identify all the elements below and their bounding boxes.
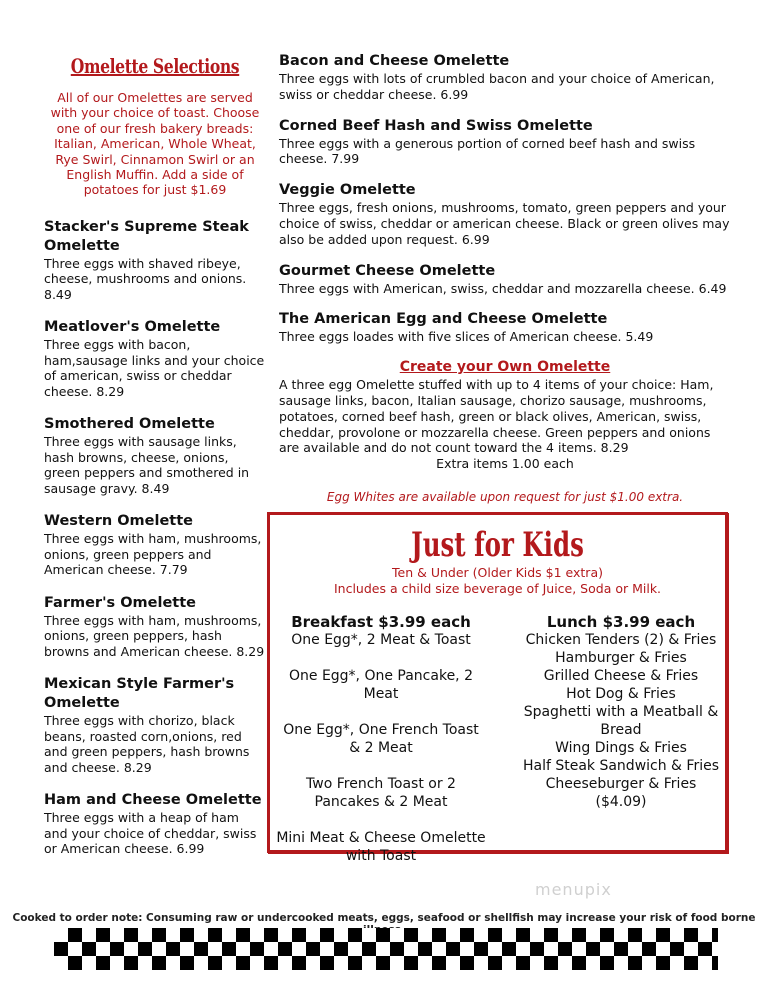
kids-breakfast-item: One Egg*, One Pancake, 2 Meat (288, 668, 473, 702)
kids-beverage-note: Includes a child size beverage of Juice, Soda or Milk. (333, 581, 662, 596)
menu-item (44, 791, 266, 857)
egg-whites-note: Egg Whites are available upon request for just $1.00 extra. (326, 490, 684, 505)
item-desc: Three eggs with a generous portion of corned beef hash and swiss cheese. 7.99 (279, 135, 696, 167)
food-safety-note: Cooked to order note: Consuming raw or undercooked meats, eggs, seafood or shellfish may increase your risk of food borne (12, 912, 756, 924)
kids-lunch-item: Hot Dog & Fries (566, 686, 676, 702)
menu-item (44, 675, 266, 775)
menu-item (44, 512, 266, 578)
kids-menu-box (267, 512, 728, 864)
kids-lunch-heading: Lunch $3.99 each (546, 613, 696, 631)
kids-lunch-item: Hamburger & Fries (555, 650, 687, 666)
left-column (44, 54, 266, 873)
menu-item (279, 181, 731, 247)
item-name: Ham and Cheese Omelette (44, 792, 262, 809)
create-your-own-title: Create your Own Omelette (399, 359, 611, 376)
checkered-border (54, 928, 718, 970)
kids-breakfast-item: Mini Meat & Cheese Omelette with Toast (276, 830, 486, 864)
item-desc: Three eggs with shaved ribeye, cheese, mushrooms and onions. 8.49 (44, 255, 247, 302)
menu-item (279, 310, 731, 345)
item-name: Gourmet Cheese Omelette (279, 262, 496, 279)
kids-age-note: Ten & Under (Older Kids $1 extra) (392, 565, 603, 580)
kids-lunch-item: Cheeseburger & Fries ($4.09) (545, 776, 697, 810)
item-desc: Three eggs with ham, mushrooms, onions, green peppers, hash browns and American cheese. 8.29 (44, 612, 265, 659)
item-desc: Three eggs, fresh onions, mushrooms, tomato, green peppers and your choice of swiss, cheddar or american cheese. Black or green olives may also be added upon request. 6.99 (279, 200, 730, 247)
item-desc: Three eggs with sausage links, hash browns, cheese, onions, green peppers and smothered in sausage gravy. 8.49 (44, 434, 250, 496)
kids-breakfast-item: Two French Toast or 2 Pancakes & 2 Meat (306, 776, 456, 810)
menu-item (279, 117, 731, 168)
kids-breakfast-item: One Egg*, One French Toast & 2 Meat (283, 722, 479, 756)
create-your-own-desc: A three egg Omelette stuffed with up to 4 items of your choice: Ham, sausage links, bacon, Italian sausage, chorizo sausage, mushrooms, potatoes, corned beef hash, green or black olives, American, swiss, cheddar, provolone or mozzarella cheese. Green peppers and onions are available and do not count toward the 4 items. 8.29 (279, 377, 714, 456)
item-desc: Three eggs with chorizo, black beans, roasted corn,onions, red and green peppers, hash browns and cheese. 8.29 (44, 713, 250, 775)
item-name: Smothered Omelette (44, 416, 215, 433)
menu-item (44, 415, 266, 496)
extra-items-price: Extra items 1.00 each (436, 456, 574, 472)
menu-item (279, 52, 731, 103)
kids-lunch-item: Wing Dings & Fries (555, 740, 687, 756)
kids-lunch-item: Chicken Tenders (2) & Fries (525, 632, 717, 648)
omelette-selections-title: Omelette Selections (70, 54, 240, 78)
kids-breakfast-item: One Egg*, 2 Meat & Toast (291, 632, 471, 648)
kids-breakfast-column (276, 613, 486, 883)
item-desc: Three eggs with bacon, ham,sausage links and your choice of american, swiss or cheddar cheese. 8.29 (44, 337, 265, 399)
menu-item (279, 262, 731, 297)
intro-text: All of our Omelettes are served with your choice of toast. Choose one of our fresh bakery breads: Italian, American, Whole Wheat, Rye Swirl, Cinnamon Swirl or an English Muffin. Add a side of potatoes for just $1.69 (50, 90, 260, 198)
item-desc: Three eggs with lots of crumbled bacon and your choice of American, swiss or cheddar cheese. 6.99 (279, 71, 715, 102)
item-name: Stacker's Supreme Steak Omelette (44, 218, 249, 254)
kids-lunch-item: Grilled Cheese & Fries (543, 668, 699, 684)
menu-item (44, 318, 266, 399)
item-desc: Three eggs with a heap of ham and your choice of cheddar, swiss or American cheese. 6.99 (44, 810, 257, 857)
item-name: Veggie Omelette (279, 182, 416, 199)
item-name: The American Egg and Cheese Omelette (279, 311, 608, 328)
item-name: Bacon and Cheese Omelette (279, 53, 510, 69)
item-name: Western Omelette (44, 513, 194, 530)
kids-lunch-column (518, 613, 724, 811)
menupix-watermark: menupix (535, 880, 612, 899)
item-name: Corned Beef Hash and Swiss Omelette (279, 117, 593, 134)
right-column (279, 52, 731, 504)
kids-breakfast-heading: Breakfast $3.99 each (291, 613, 471, 631)
menu-item (44, 594, 266, 660)
item-desc: Three eggs loades with five slices of American cheese. 5.49 (279, 329, 654, 345)
kids-title: Just for Kids (411, 525, 584, 565)
item-name: Farmer's Omelette (44, 594, 196, 611)
item-name: Mexican Style Farmer's Omelette (44, 676, 235, 712)
menu-item (44, 218, 266, 303)
kids-lunch-item: Half Steak Sandwich & Fries (522, 758, 720, 774)
item-desc: Three eggs with ham, mushrooms, onions, green peppers and American cheese. 7.79 (44, 531, 262, 578)
kids-lunch-item: Spaghetti with a Meatball & Bread (523, 704, 719, 738)
item-name: Meatlover's Omelette (44, 319, 221, 336)
item-desc: Three eggs with American, swiss, cheddar and mozzarella cheese. 6.49 (279, 280, 727, 296)
